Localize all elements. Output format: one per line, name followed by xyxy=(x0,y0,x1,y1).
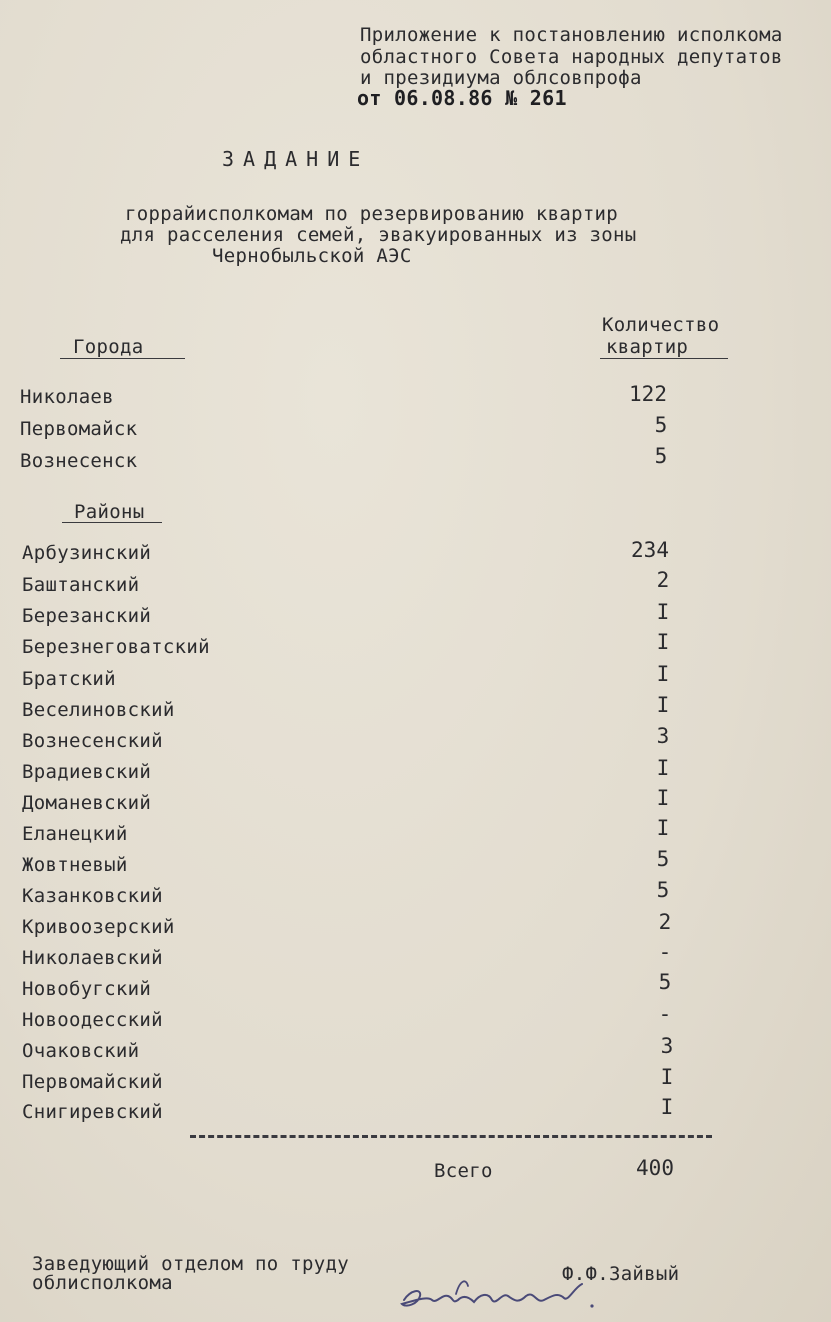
district-name: Веселиновский xyxy=(22,699,175,721)
district-count: - xyxy=(658,1002,672,1026)
header-line-3: и президиума облсовпрофа xyxy=(360,67,642,89)
cities-heading: Города xyxy=(73,336,144,358)
district-name: Николаевский xyxy=(22,947,163,969)
district-name: Жовтневый xyxy=(22,854,128,876)
district-count: 5 xyxy=(656,847,670,871)
district-name: Кривоозерский xyxy=(22,916,175,938)
count-heading-line-1: Количество xyxy=(602,314,720,336)
district-name: Врадиевский xyxy=(22,761,152,783)
footer-signatory-name: Ф.Ф.Зайвый xyxy=(562,1263,680,1285)
district-count: 3 xyxy=(656,724,670,748)
city-name: Николаев xyxy=(20,386,114,408)
page-title: ЗАДАНИЕ xyxy=(222,147,370,171)
district-count: 2 xyxy=(658,910,672,934)
district-count: I xyxy=(656,630,670,654)
count-heading-underline xyxy=(600,358,728,359)
footer-position-line-2: облисполкома xyxy=(32,1272,173,1294)
district-count: - xyxy=(658,940,672,964)
district-name: Братский xyxy=(22,668,116,690)
district-count: I xyxy=(656,786,670,810)
total-value: 400 xyxy=(636,1156,674,1180)
district-name: Снигиревский xyxy=(22,1101,163,1123)
count-heading-line-2: квартир xyxy=(606,336,689,358)
header-line-2: областного Совета народных депутатов xyxy=(360,46,783,68)
district-name: Первомайский xyxy=(22,1071,163,1093)
districts-heading-underline xyxy=(62,522,162,523)
footer-position-line-1: Заведующий отделом по труду xyxy=(32,1253,349,1275)
district-count: 5 xyxy=(658,970,672,994)
district-name: Баштанский xyxy=(22,574,140,596)
district-name: Вознесенский xyxy=(22,730,163,752)
district-count: I xyxy=(656,756,670,780)
total-divider xyxy=(190,1135,712,1138)
header-line-1: Приложение к постановлению исполкома xyxy=(360,24,783,46)
districts-heading: Районы xyxy=(74,501,145,523)
signature-scribble xyxy=(396,1270,610,1318)
city-count: 5 xyxy=(654,413,668,437)
district-name: Доманевский xyxy=(22,792,152,814)
district-count: 5 xyxy=(656,878,670,902)
district-count: I xyxy=(660,1095,674,1119)
city-name: Вознесенск xyxy=(20,450,138,472)
district-name: Новобугский xyxy=(22,978,152,1000)
district-name: Арбузинский xyxy=(22,542,152,564)
header-date-number: от 06.08.86 № 261 xyxy=(357,86,567,110)
district-count: I xyxy=(656,816,670,840)
district-name: Казанковский xyxy=(22,885,163,907)
cities-heading-underline xyxy=(60,358,185,359)
city-count: 5 xyxy=(654,444,668,468)
subtitle-line-1: горрайисполкомам по резервированию квартир xyxy=(125,203,619,225)
subtitle-line-3: Чернобыльской АЭС xyxy=(212,245,412,267)
district-name: Березанский xyxy=(22,605,152,627)
city-name: Первомайск xyxy=(20,418,138,440)
district-name: Березнеговатский xyxy=(22,636,210,658)
district-count: 3 xyxy=(660,1034,674,1058)
total-label: Всего xyxy=(434,1160,493,1182)
subtitle-line-2: для расселения семей, эвакуированных из зоны xyxy=(120,224,637,246)
district-count: I xyxy=(656,600,670,624)
district-count: I xyxy=(656,662,670,686)
district-count: 234 xyxy=(631,538,669,562)
district-name: Еланецкий xyxy=(22,823,128,845)
district-name: Очаковский xyxy=(22,1040,140,1062)
district-count: I xyxy=(656,693,670,717)
district-name: Новоодесский xyxy=(22,1009,163,1031)
city-count: 122 xyxy=(629,382,667,406)
district-count: 2 xyxy=(656,568,670,592)
district-count: I xyxy=(660,1065,674,1089)
